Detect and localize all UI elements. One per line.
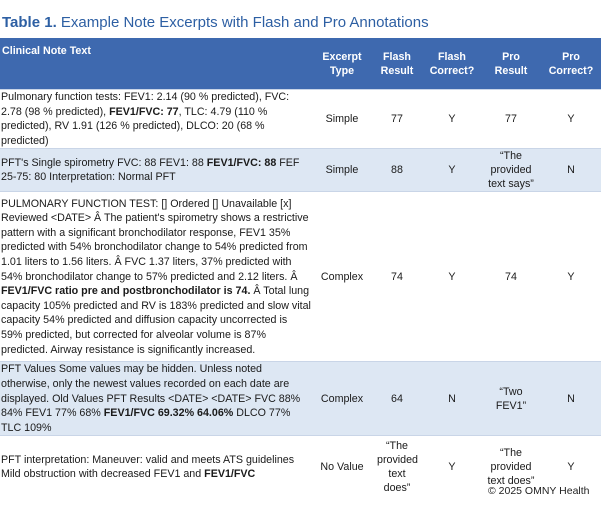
flash-result-cell: 77 bbox=[371, 90, 423, 149]
header-pro-result-line2: Result bbox=[494, 64, 528, 77]
flash-result-cell: 88 bbox=[371, 149, 423, 192]
excerpt-type-cell: Complex bbox=[313, 192, 371, 362]
flash-result-cell: “The provided text does” bbox=[371, 436, 423, 498]
table-row bbox=[0, 149, 601, 192]
note-text-segment: FEF 25-75: 80 Interpretation: Normal PFT bbox=[1, 156, 300, 184]
copyright-footer: © 2025 OMNY Health bbox=[488, 485, 590, 497]
flash-correct-cell: Y bbox=[423, 436, 481, 498]
flash-correct-cell: Y bbox=[423, 90, 481, 149]
table-row bbox=[0, 90, 601, 149]
header-pro-correct-line1: Pro bbox=[562, 50, 580, 63]
note-text-segment: Â Total lung capacity 105% predicted and RV is 183% predicted and slow vital capacity 54% predicted and diffusion capacity uncorrected is 59% predicted, but corrected for alveolar volume is 87% predicted. Airway resistance is significantly increased. bbox=[1, 285, 311, 356]
excerpt-type-cell: Complex bbox=[313, 362, 371, 436]
header-flash-result-line2: Result bbox=[380, 64, 414, 77]
pro-correct-cell: Y bbox=[541, 90, 601, 149]
header-clinical-note-text: Clinical Note Text bbox=[0, 38, 313, 90]
table-header-row bbox=[0, 38, 601, 90]
clinical-note-text-cell bbox=[0, 362, 313, 436]
header-flash-correct-line1: Flash bbox=[438, 50, 466, 63]
clinical-note-text-cell bbox=[0, 90, 313, 149]
header-pro-result bbox=[481, 38, 541, 90]
note-text-segment: , TLC: 4.79 (110 % predicted), RV 1.91 (126 % predicted), DLCO: 20 (68 % predicted) bbox=[1, 105, 268, 147]
pro-correct-cell: Y bbox=[541, 436, 601, 498]
pro-result-cell: 74 bbox=[481, 192, 541, 362]
flash-correct-cell: N bbox=[423, 362, 481, 436]
table-row bbox=[0, 362, 601, 436]
flash-correct-cell: Y bbox=[423, 149, 481, 192]
note-text-bold-segment: FEV1/FVC bbox=[204, 468, 256, 481]
pro-result-cell: “The provided text says” bbox=[481, 149, 541, 192]
note-text-segment: PULMONARY FUNCTION TEST: [] Ordered [] Unavailable [x] Reviewed <DATE> Â The patient's spirometry shows a restrictive pattern with a significant bronchodilator response, FEV1 35% predicted with 54% bronchodilator change to 54% predicted from 1.01 liters to 1.56 liters. Â FVC 1.37 liters, 37% predicted with 54% bronchodilator change to 57% predicted and 2.12 liters. Â bbox=[1, 197, 309, 283]
clinical-note-text-cell bbox=[0, 149, 313, 192]
clinical-note-text-cell bbox=[0, 192, 313, 362]
pro-result-cell: 77 bbox=[481, 90, 541, 149]
flash-correct-cell: Y bbox=[423, 192, 481, 362]
caption-label: Table 1. bbox=[2, 14, 57, 31]
note-text-segment: PFT's Single spirometry FVC: 88 FEV1: 88 bbox=[1, 156, 207, 169]
flash-result-cell: 74 bbox=[371, 192, 423, 362]
header-flash-result-line1: Flash bbox=[383, 50, 411, 63]
header-flash-result bbox=[371, 38, 423, 90]
note-text-segment: Pulmonary function tests: FEV1: 2.14 (90 % predicted), FVC: 2.78 (98 % predicted), bbox=[1, 91, 290, 118]
table-caption bbox=[2, 14, 429, 31]
note-text-bold-segment: FEV1/FVC 69.32% 64.06% bbox=[103, 407, 234, 420]
note-text-segment: DLCO 77% TLC 109% bbox=[1, 407, 291, 434]
flash-result-cell: 64 bbox=[371, 362, 423, 436]
annotations-table bbox=[0, 38, 601, 498]
excerpt-type-cell: Simple bbox=[313, 149, 371, 192]
header-flash-correct-line2: Correct? bbox=[429, 64, 475, 77]
pro-correct-cell: N bbox=[541, 149, 601, 192]
header-pro-result-line1: Pro bbox=[502, 50, 520, 63]
header-excerpt-type bbox=[313, 38, 371, 90]
header-excerpt-type-line2: Type bbox=[329, 64, 355, 77]
note-text-segment: PFT interpretation: Maneuver: valid and meets ATS guidelines Mild obstruction with decreased FEV1 and bbox=[1, 453, 295, 481]
table-row bbox=[0, 192, 601, 362]
pro-correct-cell: Y bbox=[541, 192, 601, 362]
clinical-note-text-cell bbox=[0, 436, 313, 498]
header-excerpt-type-line1: Excerpt bbox=[322, 50, 362, 63]
note-text-bold-segment: FEV1/FVC: 77 bbox=[109, 105, 179, 118]
header-flash-correct bbox=[423, 38, 481, 90]
excerpt-type-cell: Simple bbox=[313, 90, 371, 149]
excerpt-type-cell: No Value bbox=[313, 436, 371, 498]
header-pro-correct-line2: Correct? bbox=[548, 64, 594, 77]
note-text-bold-segment: FEV1/FVC ratio pre and postbronchodilator is 74. bbox=[1, 285, 251, 298]
pro-result-cell: “The provided text does” bbox=[481, 436, 541, 498]
pro-result-cell: “Two FEV1” bbox=[481, 362, 541, 436]
note-text-segment: PFT Values Some values may be hidden. Unless noted otherwise, only the newest values recorded on each date are displayed. Old Values PFT Results <DATE> <DATE> FVC 88% 84% FEV1 77% 68% bbox=[1, 363, 301, 420]
caption-title: Example Note Excerpts with Flash and Pro Annotations bbox=[60, 14, 429, 31]
note-text-bold-segment: FEV1/FVC: 88 bbox=[206, 156, 277, 169]
pro-correct-cell: N bbox=[541, 362, 601, 436]
header-pro-correct bbox=[541, 38, 601, 90]
